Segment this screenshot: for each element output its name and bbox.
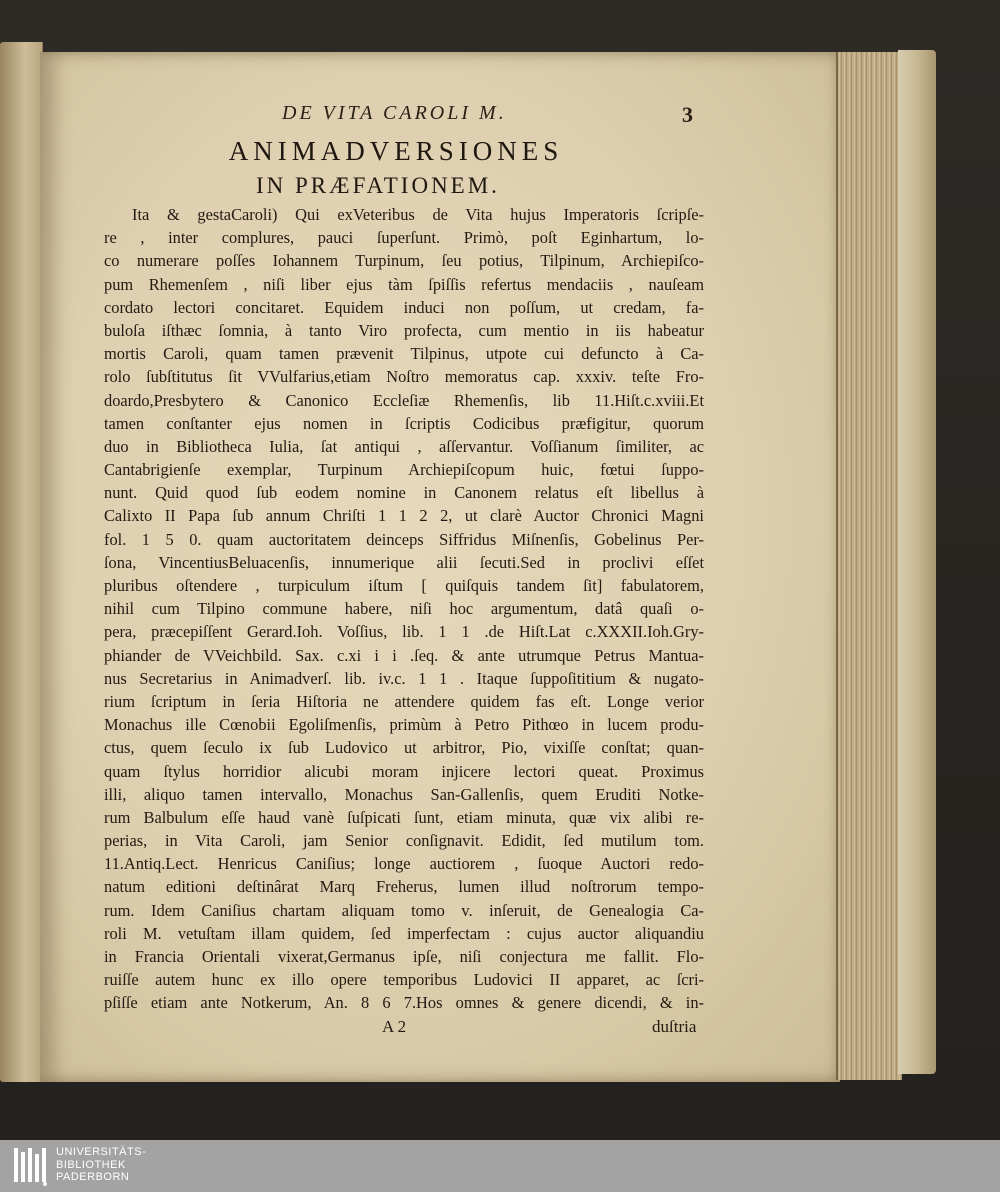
- body-line: illi, aliquo tamen intervallo, Monachus San-Gallenſis, quem Eruditi Notke-: [104, 784, 704, 804]
- body-line: buloſa iſthæc ſomnia, à tanto Viro profecta, cum mentio in iis habeatur: [104, 320, 704, 340]
- body-line: quam ſtylus horridior alicubi moram injicere lectori queat. Proximus: [104, 761, 704, 781]
- page-header: [104, 102, 704, 132]
- body-line: doardo,Presbytero & Canonico Eccleſiæ Rhemenſis, lib 11.Hiſt.c.xviii.Et: [104, 390, 704, 410]
- body-line: rium ſcriptum in ſeria Hiſtoria ne attendere quidem fas eſt. Longe verior: [104, 691, 704, 711]
- body-text: [104, 203, 704, 1015]
- library-name: [56, 1146, 146, 1184]
- body-line: rum Balbulum eſſe haud vanè ſuſpicati ſunt, etiam minuta, quæ vix alibi re-: [104, 807, 704, 827]
- body-line: in Francia Orientali vixerat,Germanus ipſe, niſi conjectura me fallit. Flo-: [104, 947, 704, 966]
- body-line: nihil cum Tilpino commune habere, niſi hoc argumentum, datâ quaſi o-: [104, 599, 704, 619]
- body-line: 11.Antiq.Lect. Henricus Caniſius; longe auctiorem , ſuoque Auctori redo-: [104, 854, 704, 874]
- body-line: ſona, VincentiusBeluacenſis, innumerique alii ſecuti.Sed in proclivi eſſet: [104, 552, 704, 572]
- cover-board: [898, 50, 936, 1074]
- running-head: DE VITA CAROLI M.: [282, 102, 507, 124]
- body-line: pluribus oſtendere , turpiculum iſtum [ quiſquis tandem ſit] fabulatorem,: [104, 576, 704, 595]
- library-name-line2: BIBLIOTHEK: [56, 1158, 126, 1171]
- body-line: Monachus ille Cœnobii Egoliſmenſis, primùm à Petro Pithœo in lucem produ-: [104, 715, 704, 735]
- body-line: Ita & gestaCaroli) Qui exVeteribus de Vita hujus Imperatoris ſcripſe-: [132, 205, 704, 224]
- body-line: pum Rhemenſem , niſi liber ejus tàm ſpiſſis refertus mendaciis , nauſeam: [104, 274, 704, 294]
- library-name-line1: UNIVERSITÄTS-: [56, 1146, 147, 1158]
- body-line: ruiſſe autem hunc ex illo opere temporibus Ludovici II apparet, ac ſcri-: [104, 970, 704, 990]
- body-line: Cantabrigienſe exemplar, Turpinum Archiepiſcopum huic, fœtui ſuppo-: [104, 460, 704, 480]
- body-line: mortis Caroli, quam tamen prævenit Tilpinus, utpote cui defuncto à Ca-: [104, 344, 704, 364]
- body-line: duo in Bibliotheca Iulia, ſat antiqui , aſſervantur. Voſſianum ſimiliter, ac: [104, 436, 704, 456]
- body-line: nus Secretarius in Animadverſ. lib. iv.c. 1 1 . Itaque ſuppoſititium & nugato-: [104, 668, 704, 688]
- library-logo-icon: [12, 1144, 52, 1188]
- page-text: [104, 102, 704, 1041]
- body-line: tamen conſtanter ejus nomen in ſcriptis Codicibus præfigitur, quorum: [104, 413, 704, 433]
- body-line: co numerare poſſes Iohannem Turpinum, ſeu potius, Tilpinum, Archiepiſco-: [104, 251, 704, 271]
- library-name-line3: PADERBORN: [56, 1171, 130, 1183]
- section-subtitle: IN PRÆFATIONEM.: [256, 173, 500, 198]
- left-page-edge: [0, 42, 43, 1082]
- body-line: nunt. Quid quod ſub eodem nomine in Canonem relatus eſt libellus à: [104, 483, 704, 503]
- body-line: pera, præcepiſſent Gerard.Ioh. Voſſius, lib. 1 1 .de Hiſt.Lat c.XXXII.Ioh.Gry-: [104, 622, 704, 642]
- library-footer-bar: [0, 1140, 1000, 1192]
- signature-mark: A 2: [382, 1016, 407, 1036]
- page-number: 3: [682, 102, 693, 127]
- body-line: natum editioni deſtinârat Marq Freherus, lumen illud noſtrorum tempo-: [104, 877, 704, 897]
- catchword: duſtria: [652, 1016, 697, 1036]
- body-line: fol. 1 5 0. quam auctoritatem deinceps Siffridus Miſnenſis, Gobelinus Per-: [104, 529, 704, 549]
- body-line: Calixto II Papa ſub annum Chriſti 1 1 2 2, ut clarè Auctor Chronici Magni: [104, 506, 704, 526]
- body-line: ctus, quem ſeculo ix ſub Ludovico ut arbitror, Pio, vixiſſe conſtat; quan-: [104, 738, 704, 758]
- page-block-edge: [836, 52, 902, 1080]
- body-line: rolo ſubſtitutus ſit VVulfarius,etiam Noſtro memoratus cap. xxxiv. teſte Fro-: [104, 367, 704, 387]
- body-line: re , inter complures, pauci ſuperſunt. Primò, poſt Eginhartum, lo-: [104, 228, 704, 248]
- body-line: roli M. vetuſtam illam quidem, ſed imperfectam : cujus auctor aliquandiu: [104, 923, 704, 943]
- body-line: pſiſſe etiam ante Notkerum, An. 8 6 7.Hos omnes & genere dicendi, & in-: [104, 993, 704, 1013]
- body-line: rum. Idem Caniſius chartam aliquam tomo v. inſeruit, de Genealogia Ca-: [104, 900, 704, 920]
- body-line: perias, in Vita Caroli, jam Senior conſignavit. Edidit, ſed mutilum tom.: [104, 831, 704, 851]
- section-title: ANIMADVERSIONES: [228, 136, 564, 166]
- page-footer: [104, 1017, 704, 1041]
- body-line: cordato lectori concitaret. Equidem induci non poſſum, ut credam, fa-: [104, 297, 704, 317]
- body-line: phiander de VVeichbild. Sax. c.xi i i .ſeq. & ante utrumque Petrus Mantua-: [104, 645, 704, 665]
